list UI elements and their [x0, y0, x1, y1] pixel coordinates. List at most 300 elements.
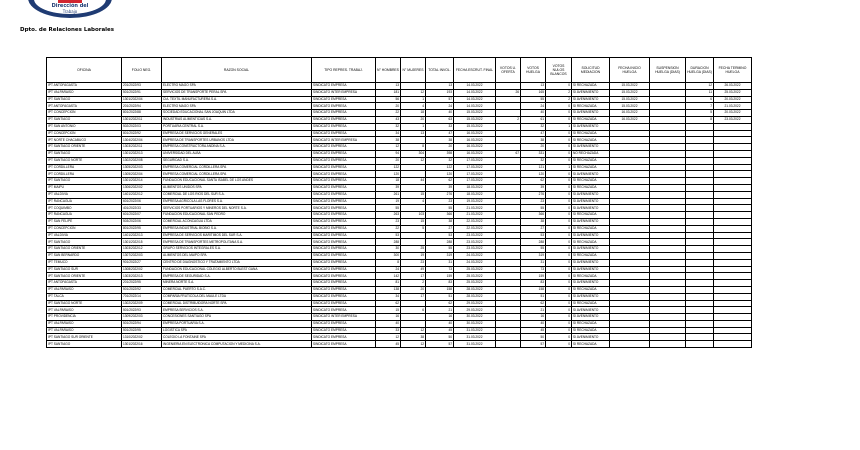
table-cell: SI AVENIMIENTO	[572, 307, 610, 314]
table-cell: 44	[401, 178, 426, 185]
table-cell: 0	[546, 320, 572, 327]
table-cell: 121	[521, 164, 546, 171]
table-cell: 15.03.2022	[610, 103, 650, 110]
table-cell: IPT ANTOFAGASTA	[47, 83, 122, 90]
table-cell: SINDICATO EMPRESA	[312, 171, 376, 178]
table-cell: SI AVENIMIENTO	[572, 246, 610, 253]
table-cell: 17.03.2022	[454, 171, 496, 178]
table-cell: 20	[401, 116, 426, 123]
table-cell: 1307/2022/03	[122, 252, 162, 259]
table-cell	[650, 259, 686, 266]
table-cell	[686, 307, 714, 314]
table-cell	[650, 89, 686, 96]
table-cell: SI AVENIMIENTO	[572, 89, 610, 96]
table-cell: LOGISTICA SPA	[162, 327, 312, 334]
table-cell	[714, 266, 752, 273]
table-cell: 40	[521, 320, 546, 327]
table-cell	[686, 184, 714, 191]
table-row	[47, 218, 752, 225]
table-cell: 159	[426, 273, 454, 280]
table-cell: 20	[521, 144, 546, 151]
table-cell: 288	[521, 239, 546, 246]
table-cell	[714, 327, 752, 334]
table-cell	[496, 83, 521, 90]
table-cell: IPT CONCEPCION	[47, 130, 122, 137]
table-cell: SINDICATO EMPRESA	[312, 259, 376, 266]
table-cell: SI AVENIMIENTO	[572, 171, 610, 178]
table-cell: IPT VALPARAISO	[47, 89, 122, 96]
table-cell: SINDICATO EMPRESA	[312, 252, 376, 259]
table-cell: 0	[546, 191, 572, 198]
table-cell	[401, 171, 426, 178]
table-cell	[650, 164, 686, 171]
table-cell: IPT ANTOFAGASTA	[47, 103, 122, 110]
table-cell	[496, 171, 521, 178]
table-cell: SI RECHAZADA	[572, 164, 610, 171]
table-row	[47, 171, 752, 178]
table-body	[47, 83, 752, 348]
table-cell: SINDICATO EMPRESA	[312, 212, 376, 219]
table-cell: 21.03.2022	[454, 205, 496, 212]
table-cell: SI RECHAZADA	[572, 273, 610, 280]
table-cell: IPT CONCEPCION	[47, 110, 122, 117]
table-cell: 63	[426, 116, 454, 123]
table-cell: 20	[401, 286, 426, 293]
table-cell: 38	[521, 218, 546, 225]
table-cell: SINDICATO EMPRESA	[312, 327, 376, 334]
table-cell: 181	[376, 89, 401, 96]
table-cell: 30.03.2022	[454, 320, 496, 327]
table-cell: 22	[376, 110, 401, 117]
table-cell: MINERA NORTE S.A.	[162, 280, 312, 287]
table-cell	[686, 178, 714, 185]
table-cell	[686, 137, 714, 144]
table-cell	[714, 144, 752, 151]
table-cell	[650, 320, 686, 327]
table-cell: 53	[521, 232, 546, 239]
table-cell	[686, 123, 714, 130]
table-cell: 31.03.2022	[454, 327, 496, 334]
table-cell	[610, 123, 650, 130]
table-cell: SI RECHAZADA	[572, 320, 610, 327]
table-cell: 1301/2022/14	[122, 178, 162, 185]
table-cell: 15	[401, 218, 426, 225]
table-cell	[714, 341, 752, 348]
column-header: TIPO REPRES. TRABAJ.	[312, 58, 376, 83]
table-cell: 47	[426, 130, 454, 137]
table-cell	[714, 150, 752, 157]
table-cell: CIA. TEXTIL MANUFACTURERA S.A.	[162, 96, 312, 103]
table-cell: 0	[546, 239, 572, 246]
table-cell: 0	[546, 137, 572, 144]
table-row	[47, 314, 752, 321]
table-cell: SI AVENIMIENTO	[572, 144, 610, 151]
table-cell: 16	[426, 314, 454, 321]
table-cell: SINDICATO EMPRESA	[312, 246, 376, 253]
table-cell: 801/2022/92	[122, 130, 162, 137]
table-row	[47, 307, 752, 314]
table-cell: SINDICATO EMPRESA	[312, 164, 376, 171]
table-cell: SI RECHAZADA	[572, 116, 610, 123]
table-cell: 1308/2022/02	[122, 266, 162, 273]
table-cell	[686, 246, 714, 253]
table-cell: 201/2022/94	[122, 103, 162, 110]
table-cell: 0	[546, 334, 572, 341]
table-cell	[610, 218, 650, 225]
table-cell: SI AVENIMIENTO	[572, 205, 610, 212]
table-cell: SI AVENIMIENTO	[572, 198, 610, 205]
table-cell: EMPRESA DE SEGURIDAD S.A.	[162, 273, 312, 280]
table-cell: 31	[426, 259, 454, 266]
table-cell	[496, 205, 521, 212]
table-cell	[610, 239, 650, 246]
table-cell: SINDICATO EMPRESA	[312, 198, 376, 205]
table-cell: 1	[546, 123, 572, 130]
table-cell	[496, 341, 521, 348]
table-cell	[496, 280, 521, 287]
table-cell: EMPRESA PORTUARIA S.A.	[162, 320, 312, 327]
table-cell: 12	[401, 157, 426, 164]
table-cell	[650, 103, 686, 110]
department-label: Dpto. de Relaciones Laborales	[20, 27, 115, 33]
table-cell	[650, 225, 686, 232]
table-cell	[496, 96, 521, 103]
table-cell: IPT RANCAGUA	[47, 198, 122, 205]
table-cell	[610, 137, 650, 144]
table-cell: 24	[521, 103, 546, 110]
table-cell: 2	[546, 96, 572, 103]
table-cell: SINDICATO EMPRESA	[312, 334, 376, 341]
table-cell	[714, 130, 752, 137]
column-header: N° MUJERES	[401, 58, 426, 83]
table-cell	[610, 266, 650, 273]
table-cell	[686, 225, 714, 232]
table-cell: 73	[521, 266, 546, 273]
table-cell: 24	[426, 103, 454, 110]
table-row	[47, 212, 752, 219]
table-cell	[714, 232, 752, 239]
table-cell: 319	[426, 252, 454, 259]
table-cell: SI AVENIMIENTO	[572, 123, 610, 130]
table-cell	[686, 130, 714, 137]
table-cell: SINDICATO EMPRESA	[312, 184, 376, 191]
table-cell: SINDICATO EMPRESA	[312, 157, 376, 164]
table-cell: 73	[426, 266, 454, 273]
table-cell: 33	[426, 123, 454, 130]
table-cell	[610, 286, 650, 293]
table-cell: SINDICATO EMPRESA	[312, 266, 376, 273]
table-cell: 55	[521, 96, 546, 103]
table-cell: IPT MAIPU	[47, 184, 122, 191]
table-cell: 25.03.2022	[454, 273, 496, 280]
table-cell: 20.03.2022	[714, 110, 752, 117]
table-row	[47, 123, 752, 130]
column-header: VOTOS U. OFERTA	[496, 58, 521, 83]
table-cell	[650, 334, 686, 341]
table-cell: 51	[521, 293, 546, 300]
table-cell: 45	[376, 341, 401, 348]
table-cell: SI RECHAZADA	[572, 184, 610, 191]
table-cell: IPT ANTOFAGASTA	[47, 280, 122, 287]
table-cell: 19.03.2022	[454, 198, 496, 205]
table-cell: 20	[376, 157, 401, 164]
table-cell: SI RECHAZADA	[572, 130, 610, 137]
table-cell: 501/2022/95	[122, 327, 162, 334]
table-cell: SINDICATO EMPRESA	[312, 103, 376, 110]
table-cell: SINDICATO EMPRESA	[312, 123, 376, 130]
table-row	[47, 239, 752, 246]
table-cell: SINDICATO EMPRESA	[312, 205, 376, 212]
table-cell	[496, 266, 521, 273]
table-cell: SI RECHAZADA	[572, 103, 610, 110]
table-cell: 24.03.2022	[454, 252, 496, 259]
table-cell: 62	[426, 300, 454, 307]
table-cell: SINDICATO EMPRESA	[312, 178, 376, 185]
table-cell	[496, 157, 521, 164]
table-cell: 43	[376, 116, 401, 123]
table-cell	[686, 144, 714, 151]
table-cell: 1	[401, 96, 426, 103]
table-cell: SI RECHAZADA	[572, 341, 610, 348]
table-cell: 120	[426, 171, 454, 178]
table-cell: 0	[546, 110, 572, 117]
table-cell	[610, 259, 650, 266]
table-cell: IPT SANTIAGO ORIENTE	[47, 246, 122, 253]
table-cell: 502/2022/03	[122, 123, 162, 130]
table-cell: 30	[376, 246, 401, 253]
table-cell	[714, 212, 752, 219]
table-cell: 0	[546, 266, 572, 273]
table-cell: COMERCIAL DE LOS RIOS DEL SUR S.A.	[162, 191, 312, 198]
table-cell: 103	[401, 212, 426, 219]
table-cell	[610, 144, 650, 151]
table-cell: 27	[426, 225, 454, 232]
table-cell: 18.03.2022	[454, 184, 496, 191]
table-cell: 5	[686, 110, 714, 117]
table-cell: 8	[401, 144, 426, 151]
table-cell: 57	[426, 96, 454, 103]
table-cell: 8	[376, 259, 401, 266]
table-cell: 24.03.2022	[454, 259, 496, 266]
table-row	[47, 205, 752, 212]
table-cell	[496, 259, 521, 266]
table-cell: INGENIERIA EN ELECTRONICA COMPUTACION Y MEDICINA S.A.	[162, 341, 312, 348]
table-cell: SI AVENIMIENTO	[572, 293, 610, 300]
table-cell	[686, 218, 714, 225]
table-cell: ALIMENTOS UNIDOS SPA	[162, 184, 312, 191]
strikes-table	[46, 57, 752, 348]
table-cell	[686, 327, 714, 334]
table-cell	[714, 218, 752, 225]
table-cell: 16	[521, 314, 546, 321]
table-cell: IPT VALPARAISO	[47, 286, 122, 293]
table-cell: 23.03.2022	[714, 116, 752, 123]
column-header: FECHA ESCRUT. FINAL	[454, 58, 496, 83]
table-cell: 201/2022/93	[122, 83, 162, 90]
table-cell: SI RECHAZADA	[572, 239, 610, 246]
table-cell: 20	[426, 144, 454, 151]
table-cell: 57	[521, 341, 546, 348]
table-cell: 38	[521, 137, 546, 144]
table-cell: 366	[426, 212, 454, 219]
table-cell	[496, 252, 521, 259]
table-cell: 14.03.2022	[454, 96, 496, 103]
table-cell: 0	[546, 218, 572, 225]
table-cell	[714, 178, 752, 185]
table-cell	[401, 205, 426, 212]
table-cell	[610, 341, 650, 348]
table-cell	[496, 225, 521, 232]
table-cell: EMPRESA DE SERVICIOS GENERALES	[162, 130, 312, 137]
table-cell	[496, 123, 521, 130]
table-cell: 1301/2022/15	[122, 239, 162, 246]
table-cell	[650, 252, 686, 259]
table-cell: 0	[546, 157, 572, 164]
table-cell: 0	[546, 83, 572, 90]
table-cell: IPT SANTIAGO SUR	[47, 266, 122, 273]
table-cell	[714, 314, 752, 321]
table-cell	[650, 123, 686, 130]
table-cell	[686, 266, 714, 273]
table-cell: 23	[426, 198, 454, 205]
table-row	[47, 191, 752, 198]
table-cell: 0	[546, 130, 572, 137]
table-cell: 25.03.2022	[714, 89, 752, 96]
table-cell	[610, 334, 650, 341]
table-cell: COLEGIO LA FONTAINE SPA	[162, 334, 312, 341]
table-cell: 22.03.2022	[454, 225, 496, 232]
table-cell: 0	[546, 327, 572, 334]
table-cell: 11	[686, 89, 714, 96]
table-cell: 21.03.2022	[714, 103, 752, 110]
table-cell: 1303/2022/12	[122, 246, 162, 253]
table-cell: 0	[546, 273, 572, 280]
table-cell: EMPRESA DE SERVICIOS MARITIMOS DEL SUR S.A.	[162, 232, 312, 239]
table-cell: 23	[521, 198, 546, 205]
table-cell	[496, 232, 521, 239]
table-cell	[610, 225, 650, 232]
table-cell: SINDICATO EMPRESA	[312, 293, 376, 300]
table-cell: SEGURIDAD S.A.	[162, 157, 312, 164]
table-cell	[496, 320, 521, 327]
table-cell: 32	[521, 123, 546, 130]
table-cell: 40	[426, 110, 454, 117]
table-cell: 17.03.2022	[454, 157, 496, 164]
column-header: FOLIO NEG.	[122, 58, 162, 83]
table-cell	[686, 334, 714, 341]
table-cell: SI RECHAZADA	[572, 178, 610, 185]
table-cell: SI RECHAZADA	[572, 137, 610, 144]
table-cell: 53	[426, 232, 454, 239]
table-cell: INDUSTRIAS ALIMENTICIAS S.A.	[162, 116, 312, 123]
table-cell: SI AVENIMIENTO	[572, 280, 610, 287]
table-cell	[714, 286, 752, 293]
table-cell: 5	[401, 225, 426, 232]
column-header: SUSPENSION HUELGA (DIAS)	[650, 58, 686, 83]
table-cell: 62	[521, 178, 546, 185]
table-row	[47, 300, 752, 307]
table-cell: 138	[376, 286, 401, 293]
table-cell: SINDICATO EMPRESA	[312, 144, 376, 151]
table-cell: 122	[426, 164, 454, 171]
table-row	[47, 327, 752, 334]
table-row	[47, 286, 752, 293]
table-cell	[650, 314, 686, 321]
table-cell: 83	[521, 280, 546, 287]
table-cell: IPT CORDILLERA	[47, 164, 122, 171]
table-cell	[650, 137, 686, 144]
table-cell	[714, 191, 752, 198]
table-cell	[650, 280, 686, 287]
table-cell: 15.03.2022	[610, 83, 650, 90]
table-cell	[686, 293, 714, 300]
table-cell	[610, 293, 650, 300]
table-cell: 45	[521, 327, 546, 334]
table-cell: 16.03.2022	[610, 116, 650, 123]
table-cell: 12	[401, 327, 426, 334]
logo-text-line2: Trabajo	[62, 9, 78, 14]
table-cell: 38	[401, 334, 426, 341]
table-cell: SINDICATO EMPRESA	[312, 239, 376, 246]
table-cell	[714, 320, 752, 327]
table-cell: 0	[546, 341, 572, 348]
table-cell: SINDICATO EMPRESA	[312, 130, 376, 137]
table-cell	[610, 130, 650, 137]
table-cell: SOCIEDAD EDUCACIONAL SAN JOAQUIN LTDA	[162, 110, 312, 117]
table-cell: 40	[426, 320, 454, 327]
table-cell: 31.03.2022	[454, 334, 496, 341]
table-cell: IPT TEMUCO	[47, 259, 122, 266]
table-cell	[610, 280, 650, 287]
table-cell: EMPRESA CONSTRUCTORA ANDINA S.A.	[162, 144, 312, 151]
table-row	[47, 178, 752, 185]
table-cell: 50	[426, 334, 454, 341]
table-cell: SINDICATO EMPRESA	[312, 83, 376, 90]
table-cell: SINDICATO EMPRESA	[312, 191, 376, 198]
table-cell	[686, 239, 714, 246]
table-cell: 0	[546, 307, 572, 314]
table-cell: IPT SANTIAGO ORIENTE	[47, 273, 122, 280]
table-row	[47, 110, 752, 117]
table-cell: 1301/2022/13	[122, 150, 162, 157]
table-cell: EMPRESA DE TRANSPORTES METROPOLITANA S.A.	[162, 239, 312, 246]
table-cell: 15.03.2022	[610, 96, 650, 103]
table-cell: 55	[521, 205, 546, 212]
table-cell: 1302/2022/09	[122, 300, 162, 307]
table-row	[47, 83, 752, 90]
table-row	[47, 184, 752, 191]
table-cell: IPT SAN ANTONIO	[47, 123, 122, 130]
table-cell: 34	[376, 130, 401, 137]
table-cell: 17	[401, 273, 426, 280]
table-cell: 2	[546, 89, 572, 96]
table-cell	[686, 259, 714, 266]
table-cell: 901/2022/27	[122, 259, 162, 266]
table-cell	[686, 320, 714, 327]
table-cell: 2	[496, 116, 521, 123]
table-cell: EMPRESA AGRICOLA LAS FLORES S.A.	[162, 198, 312, 205]
table-cell: 142	[376, 273, 401, 280]
table-cell	[496, 293, 521, 300]
table-cell: EMPRESA COMERCIAL CORDILLERA SPA	[162, 164, 312, 171]
table-cell: 20.03.2022	[714, 96, 752, 103]
table-cell	[686, 232, 714, 239]
table-cell	[610, 307, 650, 314]
table-cell	[714, 300, 752, 307]
table-cell: 30.03.2022	[454, 314, 496, 321]
table-row	[47, 273, 752, 280]
table-row	[47, 225, 752, 232]
